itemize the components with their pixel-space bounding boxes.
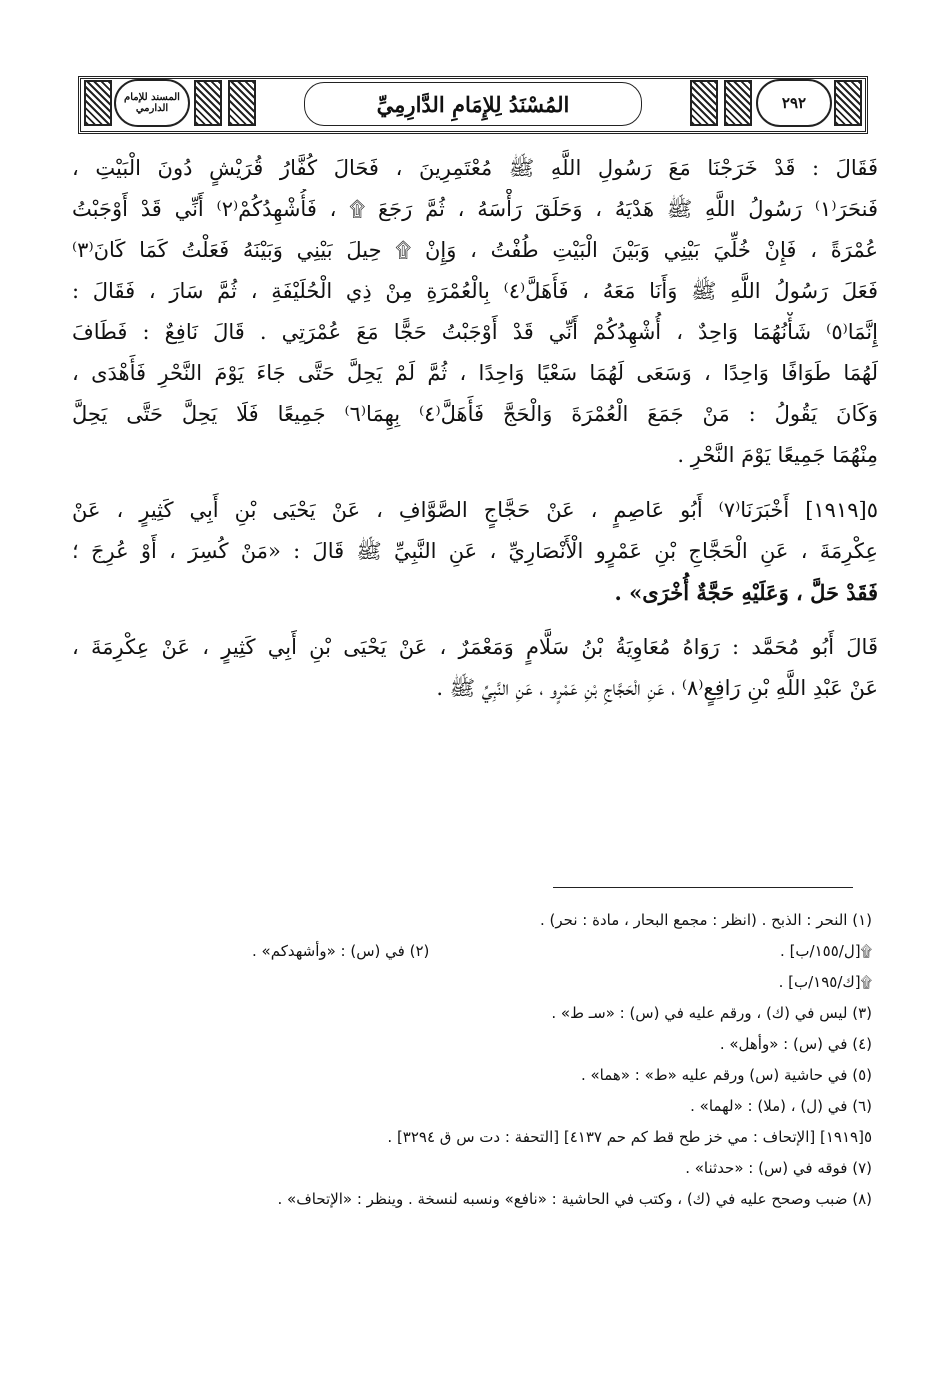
hadith-line: عِكْرِمَةَ ، عَنِ الْحَجَّاجِ بْنِ عَمْرٍو الْأَنْصَارِيِّ ، عَنِ النَّبِيِّ ﷺ قَالَ : «مَنْ كُسِرَ ، أَوْ عُرِجَ ؛ bbox=[72, 539, 878, 563]
body-line: عُمْرَةً ، فَإِنْ خُلِّيَ بَيْنِي وَبَيْنَ الْبَيْتِ طُفْتُ ، وَإِنْ ۩ حِيلَ بَيْنِي وَبَيْنَهُ فَعَلْتُ كَمَا كَانَ⁽٣⁾ bbox=[72, 238, 878, 262]
footnote-manuscript-l: ۩[ل/١٥٥/ب] . bbox=[780, 942, 872, 960]
page-number: ٢٩٢ bbox=[756, 79, 832, 127]
body-line: فَنحَرَ⁽١⁾ رَسُولُ اللَّهِ ﷺ هَدْيَهُ ، وَحَلَقَ رَأْسَهُ ، ثُمَّ رَجَعَ ۩ ، فَأُشْهِدُكُمْ⁽٢⁾ أَنِّي قَدْ أَوْجَبْتُ bbox=[72, 197, 878, 221]
body-line: إِنَّمَا⁽٥⁾ شَأْنُهُمَا وَاحِدٌ ، أُشْهِدُكُمْ أَنِّي قَدْ أَوْجَبْتُ حَجًّا مَعَ عُمْرَتِي . قَالَ نَافِعٌ : فَطَافَ bbox=[72, 320, 878, 344]
hadith-1919 bbox=[72, 490, 878, 613]
body-line: فَعَلَ رَسُولُ اللَّهِ ﷺ وَأَنَا مَعَهُ ، فَأَهَلَّ⁽٤⁾ بِالْعُمْرَةِ مِنْ ذِي الْحُلَيْفَةِ ، ثُمَّ سَارَ ، فَقَالَ : bbox=[72, 279, 878, 303]
footnote-5: (٥) في حاشية (س) ورقم عليه «ط» : «هما» . bbox=[580, 1066, 872, 1084]
header-ornament-right-icon bbox=[834, 80, 862, 126]
hadith-line: ٥[١٩١٩] أَخْبَرَنَا⁽٧⁾ أَبُو عَاصِمٍ ، عَنْ حَجَّاجٍ الصَّوَّافِ ، عَنْ يَحْيَى بْنِ أَبِي كَثِيرٍ ، عَنْ bbox=[72, 498, 878, 522]
footnote-7: (٧) فوقه في (س) : «حدثنا» . bbox=[685, 1159, 872, 1177]
footnotes bbox=[72, 905, 872, 1215]
footnote-3: (٣) ليس في (ك) ، ورقم عليه في (س) : «سـ ط» . bbox=[551, 1004, 872, 1022]
header-book-badge: المسند للإمام الدارمي bbox=[114, 79, 190, 127]
author-comment bbox=[72, 627, 878, 709]
header-ornament-left-inner2-icon bbox=[228, 80, 256, 126]
footnote-2: (٢) في (س) : «وأشهدكم» . bbox=[252, 942, 430, 960]
footnote-1: (١) النحر : الذبح . (انظر : مجمع البحار ، مادة : نحر) . bbox=[539, 911, 872, 929]
comment-line: قَالَ أَبُو مُحَمَّد : رَوَاهُ مُعَاوِيَةُ بْنُ سَلَّامٍ وَمَعْمَرٌ ، عَنْ يَحْيَى بْنِ أَبِي كَثِيرٍ ، عَنْ عِكْرِمَةَ ، bbox=[72, 635, 878, 659]
body-line: لَهُمَا طَوَافًا وَاحِدًا ، وَسَعَى لَهُمَا سَعْيًا وَاحِدًا ، ثُمَّ لَمْ يَحِلَّ حَتَّى جَاءَ يَوْمَ النَّحْرِ فَأَهْدَى ، bbox=[72, 361, 878, 385]
header-ornament-left-inner-icon bbox=[194, 80, 222, 126]
body-line: وَكَانَ يَقُولُ : مَنْ جَمَعَ الْعُمْرَةَ وَالْحَجَّ فَأَهَلَّ⁽٤⁾ بِهِمَا⁽٦⁾ جَمِيعًا فَلَا يَحِلَّ حَتَّى يَحِلَّ bbox=[72, 402, 878, 426]
main-text bbox=[72, 148, 878, 709]
body-line: مِنْهُمَا جَمِيعًا يَوْمَ النَّحْرِ . bbox=[677, 443, 878, 467]
header-ornament-right-inner2-icon bbox=[690, 80, 718, 126]
footnote-divider bbox=[553, 887, 853, 888]
header-ornament-right-inner-icon bbox=[724, 80, 752, 126]
footnote-4: (٤) في (س) : «وأهل» . bbox=[719, 1035, 872, 1053]
footnote-6: (٦) في (ل) ، (ملا) : «لهما» . bbox=[690, 1097, 872, 1115]
footnote-row bbox=[252, 936, 872, 967]
comment-line: عَنْ عَبْدِ اللَّهِ بْنِ رَافِعٍ⁽٨⁾ ، عَنِ الْحَجَّاجِ بْنِ عَمْرٍو ، عَنِ النَّبِيِّ ﷺ . bbox=[436, 676, 878, 700]
header-ornament-left-icon bbox=[84, 80, 112, 126]
body-line: فَقَالَ : قَدْ خَرَجْنَا مَعَ رَسُولِ اللَّهِ ﷺ مُعْتَمِرِينَ ، فَحَالَ كُفَّارُ قُرَيْشٍ دُونَ الْبَيْتِ ، bbox=[72, 156, 878, 180]
footnote-manuscript-k: ۩[ك/١٩٥/ب] . bbox=[778, 973, 872, 991]
page-header bbox=[78, 76, 868, 134]
footnote-hadith-1919: ٥[١٩١٩] [الإتحاف : مي خز طح قط كم حم ٤١٣٧] [التحفة : دت س ق ٣٢٩٤] . bbox=[387, 1128, 872, 1146]
footnote-8: (٨) ضبب وصحح عليه في (ك) ، وكتب في الحاشية : «نافع» ونسبه لنسخة . وينظر : «الإتحاف» . bbox=[277, 1190, 872, 1208]
header-title: المُسْنَدُ لِلإِمَامِ الدَّارِمِيِّ bbox=[304, 82, 642, 126]
hadith-line: فَقَدْ حَلَّ ، وَعَلَيْهِ حَجَّةٌ أُخْرَى» . bbox=[614, 580, 878, 605]
